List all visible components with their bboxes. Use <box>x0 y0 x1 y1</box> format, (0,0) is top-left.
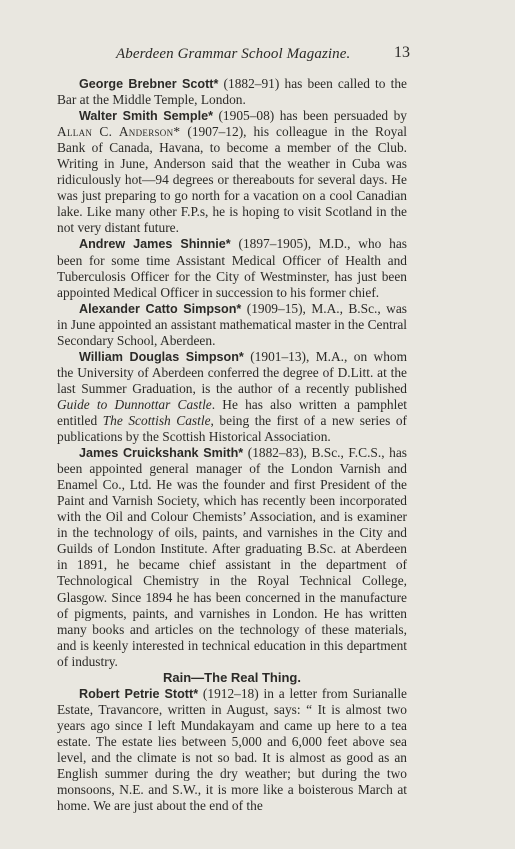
entry-name: William Douglas Simpson* <box>79 349 244 364</box>
entry-name: James Cruickshank Smith* <box>79 446 244 461</box>
entry-text: . He has also written a pamphlet entitled <box>57 396 407 428</box>
entry-text: (1897–1905), M.D., who has been for some time Assistant Medical Officer of Health and Tuberculosis Officer for the City of Westminster, has just been appointed Medical Officer in succession to his former chief. <box>57 236 407 300</box>
entry-name: George Brebner Scott* <box>79 77 219 91</box>
entry-name: Walter Smith Semple* <box>79 109 213 124</box>
entry-name: Robert Petrie Stott* <box>79 686 199 701</box>
entry-stott <box>57 686 407 814</box>
entry-smith <box>57 445 407 670</box>
entry-text: (1882–91) has been called to the Bar at the Middle Temple, London. <box>57 76 407 108</box>
entry-smallcaps-name: Allan C. Anderson* <box>57 124 181 140</box>
entry-text: (1907–12), his colleague in the Royal Bank of Canada, Havana, to become a member of the Club. Writing in June, Anderson said that the weather in Cuba was ridiculously hot—94 degrees or thereabouts for several days. He was just preparing to go north for a vacation on a cool Canadian lake. Like many other F.P.s, he is hoping to visit Scotland in the not very distant future. <box>57 124 407 236</box>
entry-italic-title: Guide to Dunnottar Castle <box>57 396 212 412</box>
page-number: 13 <box>394 44 410 61</box>
magazine-title: Aberdeen Grammar School Magazine. <box>116 46 351 62</box>
entry-semple <box>57 108 407 236</box>
entry-simpson-alexander <box>57 301 407 349</box>
entry-name: Alexander Catto Simpson* <box>79 301 242 316</box>
entry-text: (1909–15), M.A., B.Sc., was in June appointed an assistant mathematical master in the Central Secondary School, Aberdeen. <box>57 300 407 348</box>
entry-text: (1882–83), B.Sc., F.C.S., has been appointed general manager of the London Varnish and Enamel Co., Ltd. He was the founder and first President of the Paint and Varnish Society, which has recently been incorporated with the Oil and Colour Chemists’ Association, and is examiner in the technology of oils, paints, and varnishes in the City and Guilds of London Institute. After graduating B.Sc. at Aberdeen in 1891, he became chief assistant in the department of Technological Chemistry in the Royal Technical College, Glasgow. Since 1894 he has been concerned in the manufacture of pigments, paints, and varnishes in London. He has written many books and articles on the technology of these materials, and is keenly interested in technical education in this department of industry. <box>57 445 407 669</box>
entry-text: (1912–18) in a letter from Surianalle Estate, Travancore, written in August, says: “ It is almost two years ago since I left Mundakayam and came up here to a tea estate. The estate lies between 5,000 and 6,000 feet above sea level, and the climate is not so bad. It is almost as good as an English summer during the dry weather; but during the two monsoons, N.E. and S.W., it is more like a boisterous March at home. We are just about the end of the <box>57 685 408 814</box>
entry-scott <box>57 76 407 108</box>
entry-text: (1905–08) has been persuaded by <box>212 108 407 124</box>
entry-text: , being the first of a new series of publications by the Scottish Historical Association. <box>57 412 408 445</box>
running-header <box>0 46 515 70</box>
entry-text: (1901–13), M.A., on whom the University of Aberdeen conferred the degree of D.Litt. at the last Summer Graduation, is the author of a recently published <box>57 348 408 396</box>
entry-shinnie <box>57 236 407 300</box>
entry-italic-title: The Scottish Castle <box>102 412 211 428</box>
entry-simpson-william <box>57 349 407 445</box>
section-heading: Rain—The Real Thing. <box>163 669 301 685</box>
article-body <box>57 76 407 814</box>
entry-name: Andrew James Shinnie* <box>79 237 231 252</box>
